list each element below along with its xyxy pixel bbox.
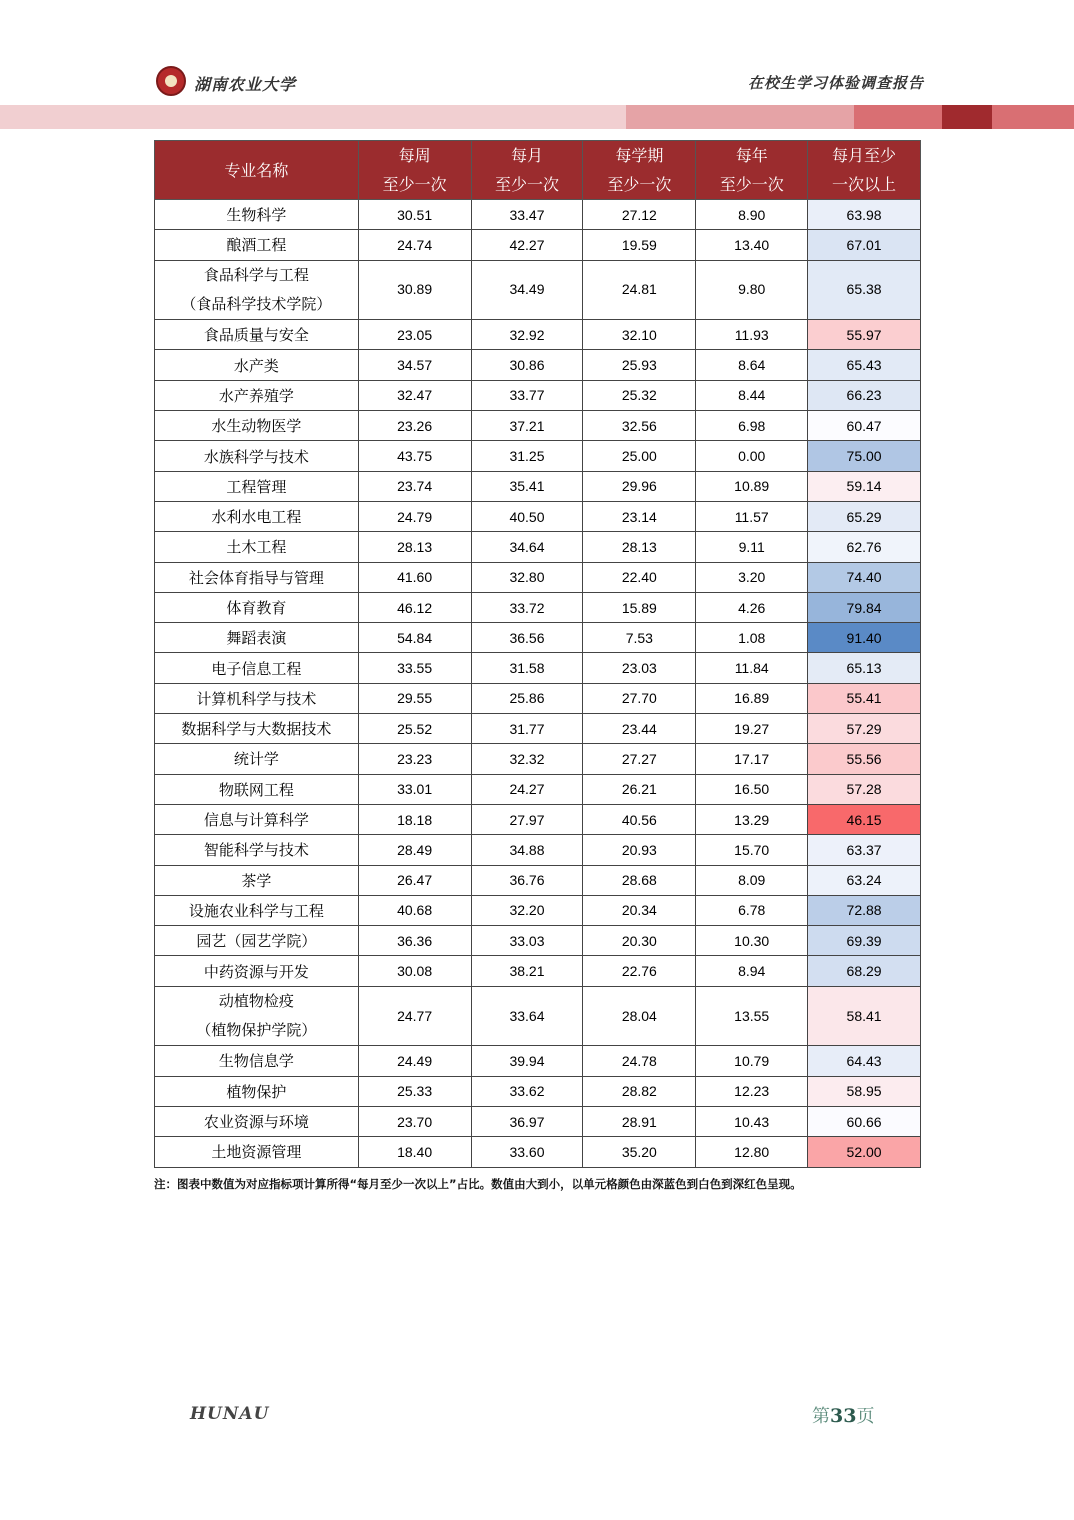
major-name-line: 土木工程 [226, 538, 287, 557]
major-name-cell [155, 865, 359, 895]
value-cell: 32.32 [471, 744, 583, 774]
table-row [155, 200, 921, 230]
major-name-cell [155, 835, 359, 865]
major-name-line: 智能科学与技术 [203, 841, 309, 860]
value-cell: 17.17 [696, 744, 808, 774]
monthly-plus-cell: 59.14 [808, 471, 921, 501]
value-cell: 41.60 [358, 562, 471, 592]
value-cell: 36.76 [471, 865, 583, 895]
value-cell: 27.27 [583, 744, 696, 774]
table-row [155, 714, 921, 744]
value-cell: 0.00 [696, 441, 808, 471]
value-cell: 29.55 [358, 683, 471, 713]
major-name-cell [155, 986, 359, 1046]
value-cell: 30.51 [358, 200, 471, 230]
value-cell: 32.56 [583, 411, 696, 441]
header-line: 每周 [398, 146, 431, 165]
monthly-plus-cell: 60.47 [808, 411, 921, 441]
header-band [942, 105, 992, 129]
column-header [471, 141, 583, 200]
value-cell: 26.21 [583, 774, 696, 804]
major-name-cell [155, 501, 359, 531]
monthly-plus-cell: 57.28 [808, 774, 921, 804]
header-line: 专业名称 [224, 160, 289, 180]
value-cell: 29.96 [583, 471, 696, 501]
value-cell: 32.47 [358, 380, 471, 410]
value-cell: 32.20 [471, 895, 583, 925]
value-cell: 9.11 [696, 532, 808, 562]
major-name-line: 电子信息工程 [211, 659, 302, 678]
monthly-plus-cell: 74.40 [808, 562, 921, 592]
header-line: 一次以上 [832, 175, 897, 194]
value-cell: 28.04 [583, 986, 696, 1046]
monthly-plus-cell: 75.00 [808, 441, 921, 471]
value-cell: 37.21 [471, 411, 583, 441]
table-row [155, 592, 921, 622]
monthly-plus-cell: 91.40 [808, 623, 921, 653]
major-name-line: 舞蹈表演 [226, 629, 287, 648]
major-name-cell [155, 744, 359, 774]
monthly-plus-cell: 60.66 [808, 1106, 921, 1136]
value-cell: 33.77 [471, 380, 583, 410]
value-cell: 23.74 [358, 471, 471, 501]
value-cell: 26.47 [358, 865, 471, 895]
university-logo-icon [156, 66, 186, 96]
major-name-line: 水生动物医学 [211, 417, 302, 436]
value-cell: 24.27 [471, 774, 583, 804]
monthly-plus-cell: 65.38 [808, 260, 921, 320]
header-line: 每月至少 [832, 146, 897, 165]
value-cell: 43.75 [358, 441, 471, 471]
value-cell: 22.40 [583, 562, 696, 592]
value-cell: 10.30 [696, 926, 808, 956]
value-cell: 23.44 [583, 714, 696, 744]
value-cell: 8.09 [696, 865, 808, 895]
value-cell: 25.32 [583, 380, 696, 410]
value-cell: 36.56 [471, 623, 583, 653]
value-cell: 25.93 [583, 350, 696, 380]
frequency-table [154, 140, 921, 1168]
header-line: 至少一次 [719, 175, 784, 194]
value-cell: 1.08 [696, 623, 808, 653]
value-cell: 20.30 [583, 926, 696, 956]
value-cell: 34.88 [471, 835, 583, 865]
monthly-plus-cell: 55.56 [808, 744, 921, 774]
header-line: 每年 [735, 146, 768, 165]
value-cell: 30.86 [471, 350, 583, 380]
header-band [854, 105, 942, 129]
value-cell: 33.03 [471, 926, 583, 956]
major-name-cell [155, 653, 359, 683]
table-row [155, 774, 921, 804]
value-cell: 25.52 [358, 714, 471, 744]
major-name-cell [155, 895, 359, 925]
table-header-row [155, 141, 921, 200]
major-name-cell [155, 714, 359, 744]
value-cell: 39.94 [471, 1046, 583, 1076]
table-row [155, 835, 921, 865]
table-row [155, 1046, 921, 1076]
major-name-line: 体育教育 [226, 599, 287, 617]
value-cell: 35.41 [471, 471, 583, 501]
major-name-cell [155, 562, 359, 592]
major-name-cell [155, 380, 359, 410]
major-name-line: 植物保护 [226, 1082, 287, 1101]
value-cell: 31.58 [471, 653, 583, 683]
major-name-line: 水族科学与技术 [203, 447, 309, 466]
value-cell: 36.36 [358, 926, 471, 956]
value-cell: 35.20 [583, 1137, 696, 1167]
value-cell: 24.77 [358, 986, 471, 1046]
major-name-line: 动植物检疫 [218, 992, 294, 1011]
value-cell: 34.64 [471, 532, 583, 562]
major-name-line: 园艺（园艺学院） [196, 932, 317, 951]
header-line: 至少一次 [494, 175, 559, 194]
page-prefix: 第 [812, 1406, 830, 1427]
value-cell: 40.50 [471, 501, 583, 531]
major-name-line: 农业资源与环境 [203, 1113, 309, 1132]
major-name-cell [155, 471, 359, 501]
table-row [155, 562, 921, 592]
major-name-line: 计算机科学与技术 [196, 689, 317, 708]
value-cell: 23.14 [583, 501, 696, 531]
page-suffix: 页 [856, 1406, 875, 1427]
major-name-cell [155, 592, 359, 622]
major-name-cell [155, 532, 359, 562]
value-cell: 13.29 [696, 804, 808, 834]
value-cell: 15.70 [696, 835, 808, 865]
value-cell: 18.40 [358, 1137, 471, 1167]
value-cell: 9.80 [696, 260, 808, 320]
monthly-plus-cell: 65.29 [808, 501, 921, 531]
major-name-cell [155, 1076, 359, 1106]
value-cell: 12.23 [696, 1076, 808, 1106]
major-name-line: 水产养殖学 [218, 386, 294, 405]
major-name-cell [155, 320, 359, 350]
table-row [155, 320, 921, 350]
value-cell: 33.01 [358, 774, 471, 804]
table-row [155, 1076, 921, 1106]
value-cell: 16.50 [696, 774, 808, 804]
major-name-line: 茶学 [241, 871, 272, 890]
value-cell: 31.25 [471, 441, 583, 471]
value-cell: 32.80 [471, 562, 583, 592]
major-name-line: 工程管理 [226, 477, 287, 496]
table-row [155, 532, 921, 562]
major-name-cell [155, 1137, 359, 1167]
monthly-plus-cell: 52.00 [808, 1137, 921, 1167]
value-cell: 23.03 [583, 653, 696, 683]
table-row [155, 350, 921, 380]
column-header [358, 141, 471, 200]
table-row [155, 956, 921, 986]
table-row [155, 986, 921, 1046]
school-name: 湖南农业大学 [194, 75, 297, 94]
value-cell: 11.57 [696, 501, 808, 531]
major-name-line: 水产类 [233, 356, 279, 375]
table-note: 注：图表中数值为对应指标项计算所得“每月至少一次以上”占比。数值由大到小，以单元格颜色由深蓝色到白色到深红色呈现。 [154, 1177, 802, 1191]
value-cell: 23.05 [358, 320, 471, 350]
value-cell: 23.23 [358, 744, 471, 774]
value-cell: 28.91 [583, 1106, 696, 1136]
major-name-line: 食品科学与工程 [203, 265, 309, 284]
monthly-plus-cell: 72.88 [808, 895, 921, 925]
value-cell: 33.64 [471, 986, 583, 1046]
value-cell: 18.18 [358, 804, 471, 834]
major-name-line: 生物信息学 [218, 1052, 294, 1071]
value-cell: 13.55 [696, 986, 808, 1046]
value-cell: 12.80 [696, 1137, 808, 1167]
major-name-line: 生物科学 [226, 206, 287, 225]
table-row [155, 471, 921, 501]
value-cell: 32.92 [471, 320, 583, 350]
value-cell: 7.53 [583, 623, 696, 653]
value-cell: 25.86 [471, 683, 583, 713]
monthly-plus-cell: 65.13 [808, 653, 921, 683]
value-cell: 24.74 [358, 230, 471, 260]
value-cell: 24.81 [583, 260, 696, 320]
monthly-plus-cell: 55.97 [808, 320, 921, 350]
value-cell: 6.98 [696, 411, 808, 441]
value-cell: 20.34 [583, 895, 696, 925]
header-band [626, 105, 854, 129]
footer-brand: HUNAU [190, 1404, 270, 1424]
major-name-line: 酿酒工程 [226, 236, 287, 255]
value-cell: 33.55 [358, 653, 471, 683]
value-cell: 25.33 [358, 1076, 471, 1106]
major-name-line: 社会体育指导与管理 [188, 568, 324, 587]
value-cell: 22.76 [583, 956, 696, 986]
value-cell: 28.13 [583, 532, 696, 562]
column-header [696, 141, 808, 200]
monthly-plus-cell: 63.37 [808, 835, 921, 865]
value-cell: 11.93 [696, 320, 808, 350]
value-cell: 10.79 [696, 1046, 808, 1076]
table-row [155, 865, 921, 895]
monthly-plus-cell: 66.23 [808, 380, 921, 410]
report-title: 在校生学习体验调查报告 [747, 74, 924, 92]
page-number [812, 1402, 874, 1428]
value-cell: 16.89 [696, 683, 808, 713]
major-name-line: 数据科学与大数据技术 [181, 720, 332, 739]
major-name-cell [155, 1046, 359, 1076]
major-name-cell [155, 441, 359, 471]
table-row [155, 260, 921, 320]
page-number-value: 33 [830, 1405, 857, 1427]
major-name-cell [155, 350, 359, 380]
major-name-line: （食品科学技术学院） [181, 294, 332, 313]
value-cell: 28.13 [358, 532, 471, 562]
major-name-cell [155, 683, 359, 713]
value-cell: 46.12 [358, 592, 471, 622]
header-line: 至少一次 [607, 175, 672, 194]
major-name-cell [155, 926, 359, 956]
major-name-line: 土地资源管理 [211, 1143, 302, 1162]
value-cell: 8.90 [696, 200, 808, 230]
value-cell: 19.59 [583, 230, 696, 260]
table-row [155, 411, 921, 441]
major-name-line: （植物保护学院） [196, 1021, 317, 1040]
major-name-cell [155, 623, 359, 653]
page-header [0, 0, 1074, 130]
value-cell: 38.21 [471, 956, 583, 986]
monthly-plus-cell: 79.84 [808, 592, 921, 622]
table-row [155, 230, 921, 260]
major-name-line: 统计学 [233, 750, 279, 769]
value-cell: 33.62 [471, 1076, 583, 1106]
value-cell: 8.94 [696, 956, 808, 986]
monthly-plus-cell: 58.95 [808, 1076, 921, 1106]
value-cell: 11.84 [696, 653, 808, 683]
major-name-line: 设施农业科学与工程 [188, 901, 324, 920]
value-cell: 24.79 [358, 501, 471, 531]
header-band [992, 105, 1074, 129]
value-cell: 34.49 [471, 260, 583, 320]
major-name-cell [155, 411, 359, 441]
header-line: 每学期 [615, 146, 664, 165]
value-cell: 23.26 [358, 411, 471, 441]
column-header [583, 141, 696, 200]
table-row [155, 744, 921, 774]
value-cell: 10.43 [696, 1106, 808, 1136]
value-cell: 32.10 [583, 320, 696, 350]
table-row [155, 441, 921, 471]
major-name-cell [155, 774, 359, 804]
monthly-plus-cell: 55.41 [808, 683, 921, 713]
table-row [155, 804, 921, 834]
header-line: 至少一次 [382, 175, 447, 194]
major-name-line: 物联网工程 [218, 780, 294, 799]
major-name-line: 食品质量与安全 [203, 326, 309, 345]
value-cell: 27.97 [471, 804, 583, 834]
value-cell: 4.26 [696, 592, 808, 622]
value-cell: 33.72 [471, 592, 583, 622]
table-row [155, 653, 921, 683]
major-name-cell [155, 230, 359, 260]
value-cell: 8.44 [696, 380, 808, 410]
monthly-plus-cell: 69.39 [808, 926, 921, 956]
table-row [155, 926, 921, 956]
value-cell: 20.93 [583, 835, 696, 865]
table-row [155, 623, 921, 653]
monthly-plus-cell: 62.76 [808, 532, 921, 562]
value-cell: 27.70 [583, 683, 696, 713]
monthly-plus-cell: 68.29 [808, 956, 921, 986]
monthly-plus-cell: 58.41 [808, 986, 921, 1046]
value-cell: 19.27 [696, 714, 808, 744]
major-name-cell [155, 956, 359, 986]
monthly-plus-cell: 63.24 [808, 865, 921, 895]
value-cell: 30.08 [358, 956, 471, 986]
major-name-cell [155, 804, 359, 834]
value-cell: 24.78 [583, 1046, 696, 1076]
column-header [808, 141, 921, 200]
major-name-cell [155, 200, 359, 230]
table-row [155, 895, 921, 925]
major-name-line: 水利水电工程 [211, 508, 302, 527]
monthly-plus-cell: 46.15 [808, 804, 921, 834]
major-name-line: 中药资源与开发 [203, 962, 309, 981]
monthly-plus-cell: 57.29 [808, 714, 921, 744]
table-row [155, 380, 921, 410]
value-cell: 28.49 [358, 835, 471, 865]
value-cell: 3.20 [696, 562, 808, 592]
value-cell: 36.97 [471, 1106, 583, 1136]
header-line: 每月 [510, 146, 543, 165]
value-cell: 28.82 [583, 1076, 696, 1106]
value-cell: 13.40 [696, 230, 808, 260]
value-cell: 54.84 [358, 623, 471, 653]
table-row [155, 501, 921, 531]
monthly-plus-cell: 67.01 [808, 230, 921, 260]
major-name-line: 信息与计算科学 [203, 811, 309, 830]
value-cell: 28.68 [583, 865, 696, 895]
header-band [0, 105, 626, 129]
value-cell: 25.00 [583, 441, 696, 471]
value-cell: 24.49 [358, 1046, 471, 1076]
value-cell: 6.78 [696, 895, 808, 925]
table-row [155, 1137, 921, 1167]
value-cell: 40.56 [583, 804, 696, 834]
value-cell: 15.89 [583, 592, 696, 622]
column-header [155, 141, 359, 200]
value-cell: 27.12 [583, 200, 696, 230]
monthly-plus-cell: 64.43 [808, 1046, 921, 1076]
value-cell: 30.89 [358, 260, 471, 320]
value-cell: 8.64 [696, 350, 808, 380]
value-cell: 34.57 [358, 350, 471, 380]
major-name-cell [155, 1106, 359, 1136]
monthly-plus-cell: 65.43 [808, 350, 921, 380]
value-cell: 42.27 [471, 230, 583, 260]
value-cell: 33.47 [471, 200, 583, 230]
table-row [155, 683, 921, 713]
value-cell: 40.68 [358, 895, 471, 925]
table-row [155, 1106, 921, 1136]
value-cell: 10.89 [696, 471, 808, 501]
value-cell: 23.70 [358, 1106, 471, 1136]
value-cell: 33.60 [471, 1137, 583, 1167]
value-cell: 31.77 [471, 714, 583, 744]
major-name-cell [155, 260, 359, 320]
monthly-plus-cell: 63.98 [808, 200, 921, 230]
